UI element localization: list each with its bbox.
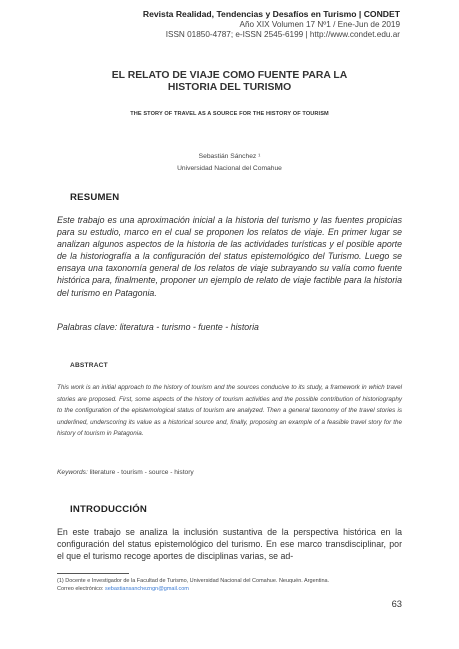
page-number: 63 <box>391 598 402 609</box>
abstract-heading: ABSTRACT <box>70 362 108 369</box>
footnote-text: (1) Docente e Investigador de la Facultad de Turismo, Universidad Nacional del Comahue. Neuquén. Argentina. <box>57 578 330 584</box>
footnote <box>57 577 402 594</box>
english-title: THE STORY OF TRAVEL AS A SOURCE FOR THE HISTORY OF TOURISM <box>130 111 329 117</box>
footnote-email-line <box>57 585 402 593</box>
author-name: Sebastián Sánchez ¹ <box>198 153 261 160</box>
title-line-1: EL RELATO DE VIAJE COMO FUENTE PARA LA <box>111 70 348 81</box>
introduccion-text: En este trabajo se analiza la inclusión sustantiva de la perspectiva histórica en la configuración del status epistemológico del turismo. En ese marco transdisciplinar, por el que el turismo recoge aportes de disciplinas varias, se ad- <box>57 527 402 562</box>
resumen-heading: RESUMEN <box>70 192 120 203</box>
journal-header <box>143 9 400 41</box>
journal-name: Revista Realidad, Tendencias y Desafíos en Turismo | CONDET <box>142 9 400 19</box>
abstract-keywords <box>57 469 194 476</box>
introduccion-heading: INTRODUCCIÓN <box>70 504 148 515</box>
footnote-divider <box>57 573 129 574</box>
email-label: Correo electrónico: <box>57 586 105 593</box>
title-line-2: HISTORIA DEL TURISMO <box>167 82 292 93</box>
abstract-keywords-label: Keywords: <box>57 469 88 476</box>
keywords-label: Palabras clave: <box>57 322 118 332</box>
keywords-values: literatura - turismo - fuente - historia <box>117 322 259 332</box>
journal-volume: Año XIX Volumen 17 Nº1 / Ene-Jun de 2019 <box>239 19 400 29</box>
resumen-keywords <box>57 322 259 332</box>
resumen-text: Este trabajo es una aproximación inicial a la historia del turismo y las fuentes propicias para su estudio, marco en el cual se proponen los relatos de viaje. En primer lugar se analizan algunos aspectos de la historia de las actividades turísticas y el posible aporte de la historiografía a la configuración del status epistemológico del Turismo. Luego se ensaya una taxonomía general de los relatos de viaje subrayando su valía como fuente histórica para, finalmente, proponer un ejemplo de relato de viaje factible para la historia del turismo en Patagonia. <box>57 215 402 298</box>
author-block <box>0 151 459 175</box>
journal-issn: ISSN 01850-4787; e-ISSN 2545-6199 | http://www.condet.edu.ar <box>165 30 400 39</box>
abstract-text: This work is an initial approach to the history of tourism and the sources conducive to its study, a framework in which travel stories are proposed. First, some aspects of the history of tourism activities and the possible contribution of historiography to the configuration of the epistemological status of tourism are analyzed. Then a general taxonomy of the travel stories is underlined, underscoring its value as a historical source and, finally, proposing an example of a feasible travel story for the history of tourism in Patagonia. <box>57 384 402 437</box>
email-link[interactable]: sebastiansanchezngn@gmail.com <box>105 586 189 593</box>
author-affiliation: Universidad Nacional del Comahue <box>177 165 282 172</box>
article-title <box>0 70 459 94</box>
abstract-keywords-values: literature - tourism - source - history <box>87 469 194 476</box>
